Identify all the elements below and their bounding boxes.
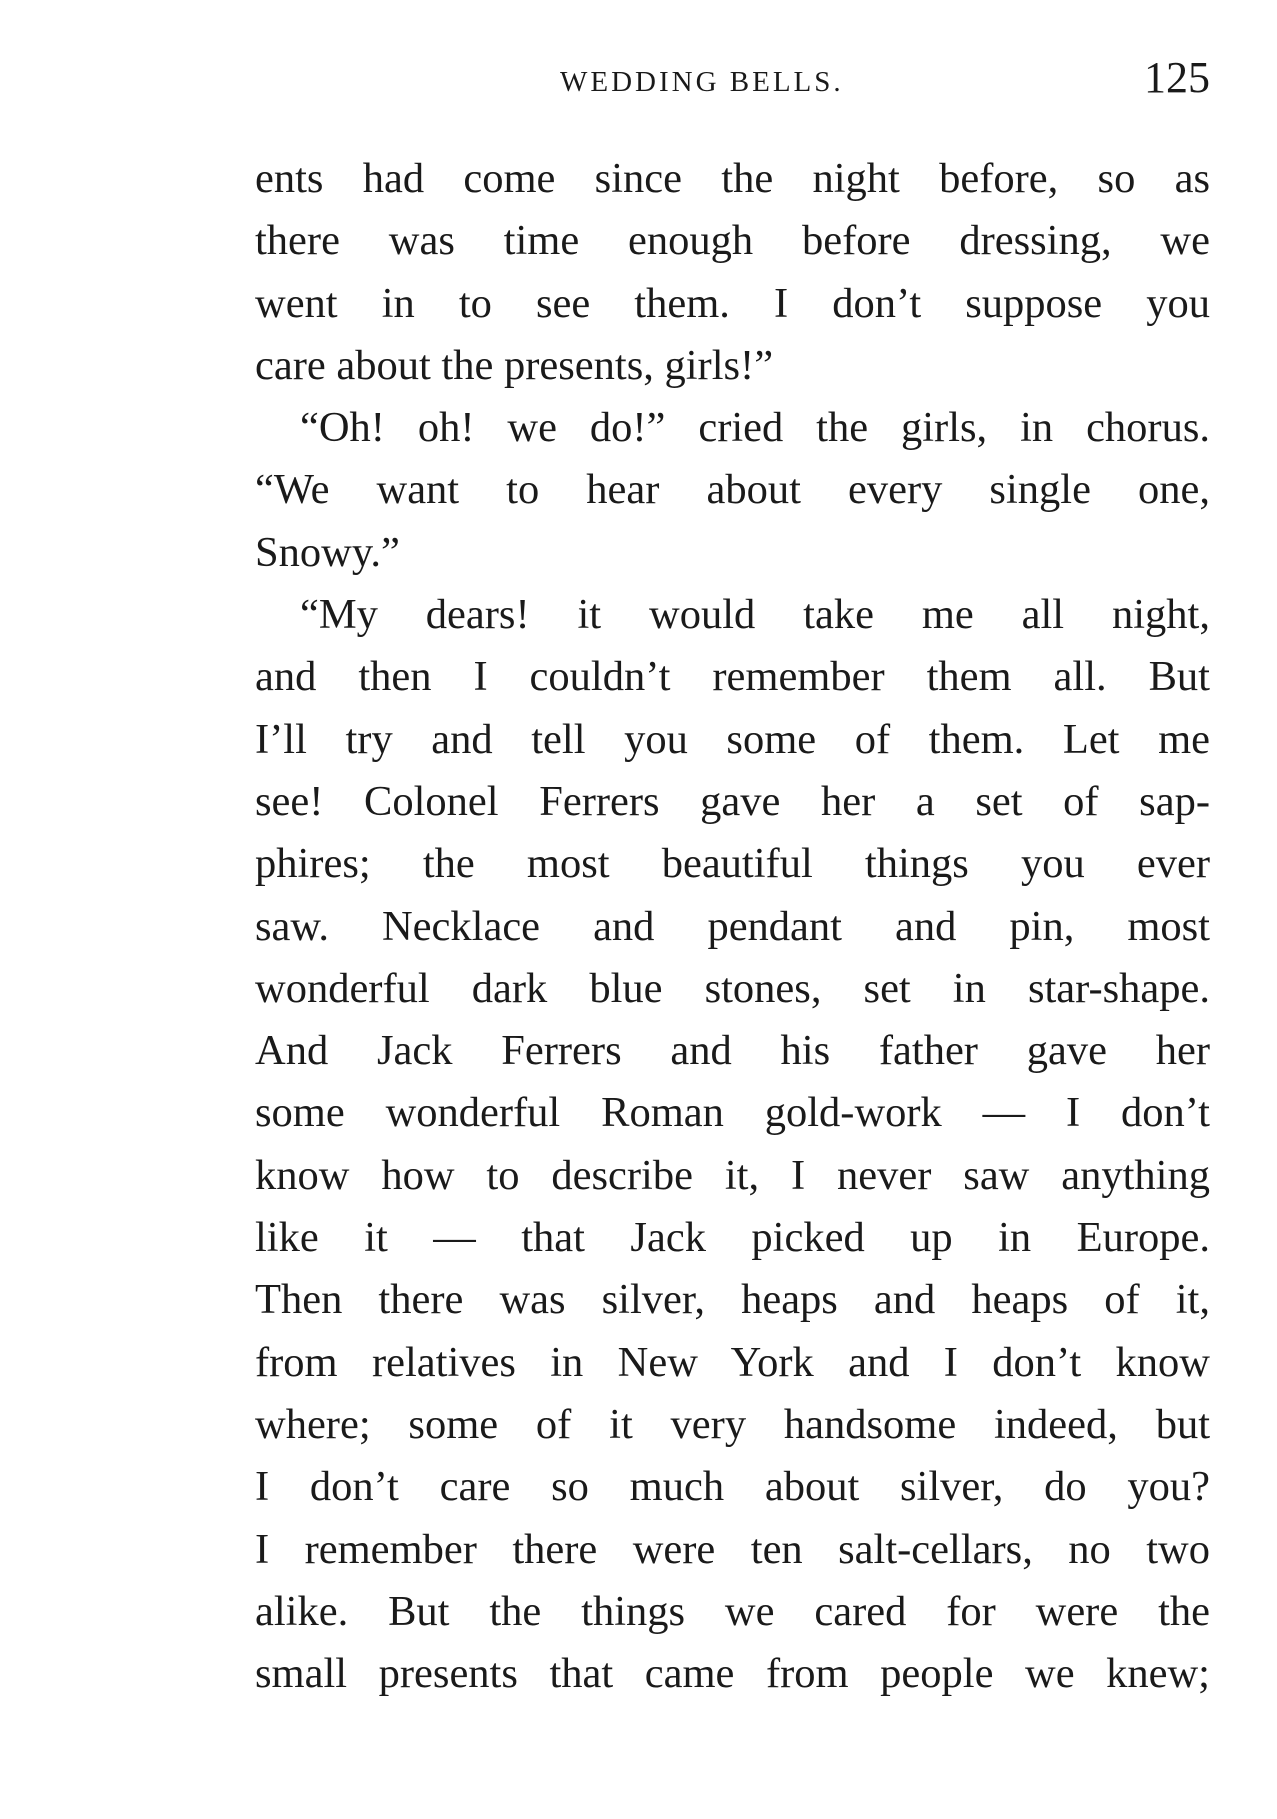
text-line: from relatives in New York and I don’t know <box>255 1338 1210 1386</box>
page-number: 125 <box>1144 53 1210 102</box>
text-line: Then there was silver, heaps and heaps of it, <box>255 1276 1210 1324</box>
text-line: some wonderful Roman gold-work — I don’t <box>255 1089 1210 1137</box>
text-line: know how to describe it, I never saw anything <box>255 1151 1210 1199</box>
text-line: “Oh! oh! we do!” cried the girls, in chorus. <box>300 404 1210 452</box>
text-line: “My dears! it would take me all night, <box>300 591 1210 639</box>
text-line: care about the presents, girls!” <box>255 341 774 389</box>
text-line: see! Colonel Ferrers gave her a set of sap- <box>255 777 1210 825</box>
text-line: and then I couldn’t remember them all. But <box>255 653 1210 701</box>
text-line: I remember there were ten salt-cellars, no two <box>255 1525 1210 1573</box>
text-line: “We want to hear about every single one, <box>255 466 1210 514</box>
running-head <box>260 52 1210 112</box>
body-text <box>255 148 1210 1705</box>
text-line: went in to see them. I don’t suppose you <box>255 279 1210 327</box>
text-line: ents had come since the night before, so as <box>255 155 1210 202</box>
text-line: phires; the most beautiful things you ever <box>255 840 1210 888</box>
text-line: there was time enough before dressing, we <box>255 217 1210 265</box>
text-line: where; some of it very handsome indeed, but <box>255 1400 1210 1448</box>
text-line: alike. But the things we cared for were the <box>255 1587 1210 1635</box>
text-line: wonderful dark blue stones, set in star-shape. <box>255 964 1210 1012</box>
text-line: I don’t care so much about silver, do you? <box>255 1463 1210 1511</box>
text-line: Snowy.” <box>255 528 400 576</box>
text-line: like it — that Jack picked up in Europe. <box>255 1214 1210 1262</box>
text-line: And Jack Ferrers and his father gave her <box>255 1027 1210 1075</box>
text-line: I’ll try and tell you some of them. Let me <box>255 715 1210 763</box>
running-title: WEDDING BELLS. <box>560 66 844 98</box>
text-line: small presents that came from people we knew; <box>255 1650 1210 1698</box>
text-line: saw. Necklace and pendant and pin, most <box>255 902 1210 950</box>
